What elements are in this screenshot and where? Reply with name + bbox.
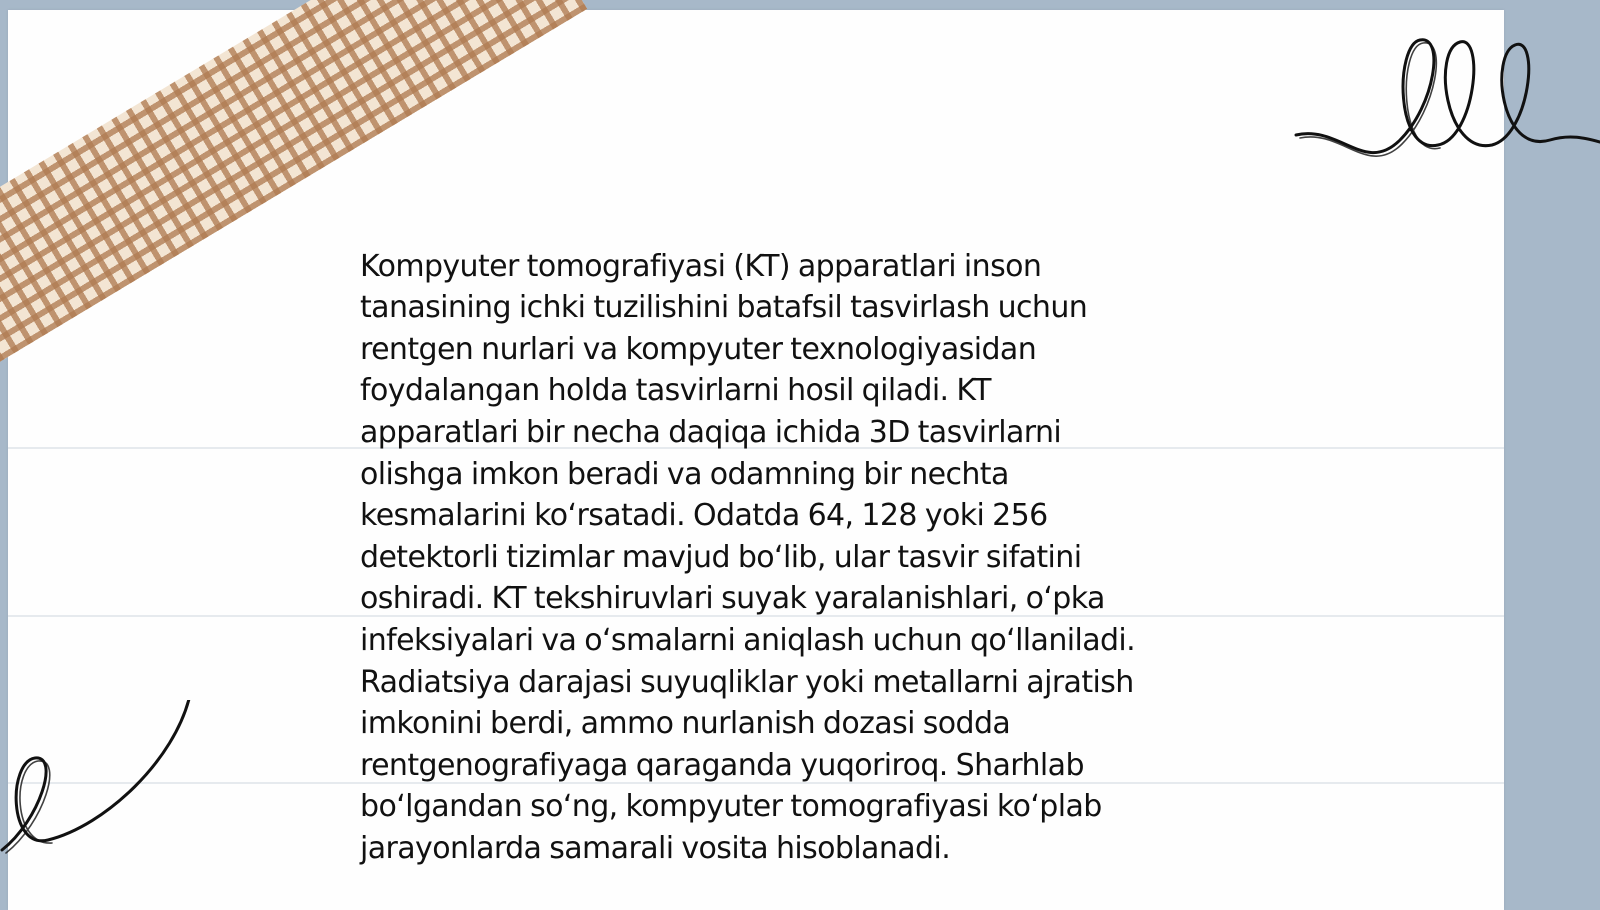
paragraph-line: imkonini berdi, ammo nurlanish dozasi sodda <box>360 706 1011 742</box>
paragraph-line: Kompyuter tomografiyasi (KT) apparatlari inson <box>360 248 1042 284</box>
paragraph-line: Radiatsiya darajasi suyuqliklar yoki metallarni ajratish <box>360 664 1134 700</box>
paragraph-line: kesmalarini koʻrsatadi. Odatda 64, 128 yoki 256 <box>360 498 1048 534</box>
paragraph-line: infeksiyalari va oʻsmalarni aniqlash uchun qoʻllaniladi. <box>360 622 1136 658</box>
paragraph-line: apparatlari bir necha daqiqa ichida 3D tasvirlarni <box>360 414 1062 450</box>
paragraph-line: detektorli tizimlar mavjud boʻlib, ular tasvir sifatini <box>360 539 1082 575</box>
paragraph-line: tanasining ichki tuzilishini batafsil tasvirlash uchun <box>360 290 1088 326</box>
loop-scribble-top-right <box>1260 30 1600 180</box>
paragraph-line: oshiradi. KT tekshiruvlari suyak yaralanishlari, oʻpka <box>360 581 1105 617</box>
body-paragraph <box>360 204 1260 870</box>
paragraph-line: boʻlgandan soʻng, kompyuter tomografiyasi koʻplab <box>360 789 1102 825</box>
paragraph-line: foydalangan holda tasvirlarni hosil qiladi. KT <box>360 373 991 409</box>
paragraph-line: rentgen nurlari va kompyuter texnologiyasidan <box>360 331 1037 367</box>
paragraph-line: jarayonlarda samarali vosita hisoblanadi. <box>360 830 951 866</box>
paragraph-line: rentgenografiyaga qaraganda yuqoriroq. Sharhlab <box>360 747 1084 783</box>
loop-scribble-bottom-left <box>0 700 200 870</box>
paragraph-line: olishga imkon beradi va odamning bir nechta <box>360 456 1009 492</box>
